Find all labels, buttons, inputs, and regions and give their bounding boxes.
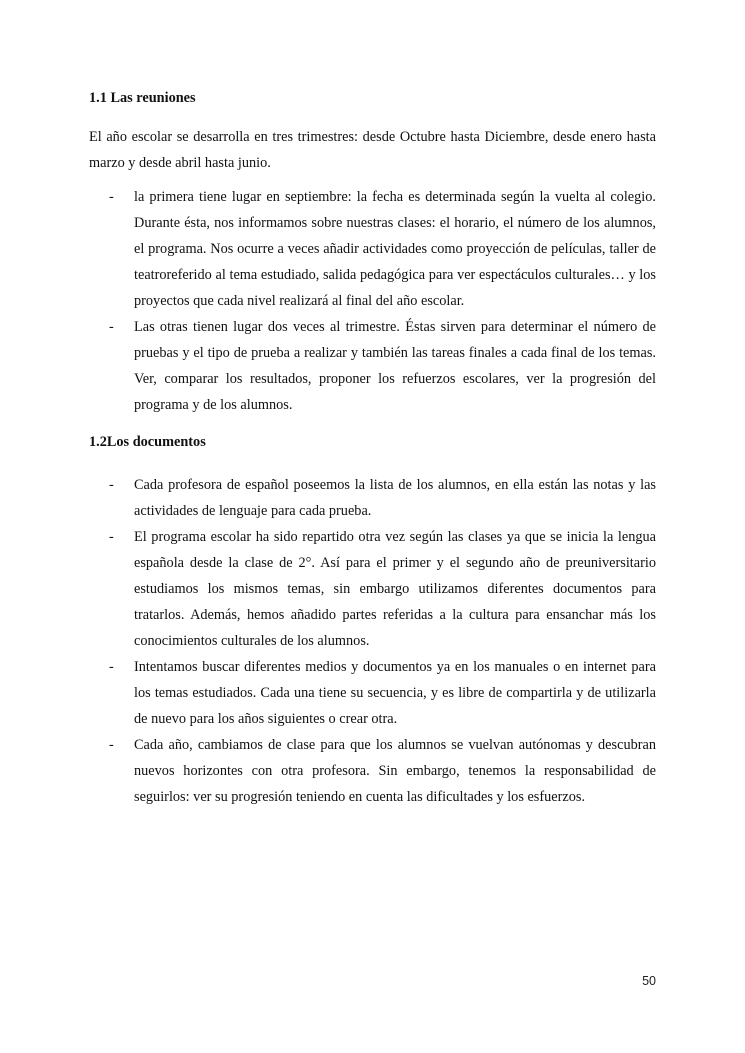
list-item-text: Las otras tienen lugar dos veces al trimestre. Éstas sirven para determinar el número de pruebas y el tipo de prueba a realizar y también las tareas finales a cada final de los temas. Ver, comparar los resultados, proponer los refuerzos escolares, ver la progresión del programa y de los alumnos. bbox=[134, 319, 656, 413]
list-item-text: la primera tiene lugar en septiembre: la fecha es determinada según la vuelta al colegio. Durante ésta, nos informamos sobre nuestras clases: el horario, el número de los alumnos, el programa. Nos ocurre a veces añadir actividades como proyección de películas, taller de teatroreferido al tema estudiado, salida pedagógica para ver espectáculos culturales… y los proyectos que cada nivel realizará al final del año escolar. bbox=[134, 189, 656, 309]
dash-bullet: - bbox=[109, 737, 114, 753]
list-item bbox=[89, 732, 656, 810]
list-item-text: Cada año, cambiamos de clase para que los alumnos se vuelvan autónomas y descubran nuevos horizontes con otra profesora. Sin embargo, tenemos la responsabilidad de seguirlos: ver su progresión teniendo en cuenta las dificultades y los esfuerzos. bbox=[134, 737, 656, 805]
list-item bbox=[89, 314, 656, 418]
list-item bbox=[89, 654, 656, 732]
section-intro-paragraph: El año escolar se desarrolla en tres trimestres: desde Octubre hasta Diciembre, desde enero hasta marzo y desde abril hasta junio. bbox=[89, 129, 656, 171]
reuniones-bullet-list bbox=[89, 184, 656, 418]
documentos-bullet-list bbox=[89, 472, 656, 810]
dash-bullet: - bbox=[109, 529, 114, 545]
list-item bbox=[89, 524, 656, 654]
dash-bullet: - bbox=[109, 659, 114, 675]
dash-bullet: - bbox=[109, 477, 114, 493]
document-page bbox=[89, 88, 656, 810]
section-heading-documentos: 1.2Los documentos bbox=[89, 434, 206, 450]
list-item-text: Intentamos buscar diferentes medios y documentos ya en los manuales o en internet para los temas estudiados. Cada una tiene su secuencia, y es libre de compartirla y de utilizarla de nuevo para los años siguientes o crear otra. bbox=[134, 659, 656, 727]
list-item-text: El programa escolar ha sido repartido otra vez según las clases ya que se inicia la lengua española desde la clase de 2°. Así para el primer y el segundo año de preuniversitario estudiamos los mismos temas, sin embargo utilizamos diferentes documentos para tratarlos. Además, hemos añadido partes referidas a la cultura para ensanchar más los conocimientos culturales de los alumnos. bbox=[134, 529, 656, 649]
list-item bbox=[89, 184, 656, 314]
dash-bullet: - bbox=[109, 189, 114, 205]
list-item bbox=[89, 472, 656, 524]
page-number: 50 bbox=[642, 974, 656, 988]
list-item-text: Cada profesora de español poseemos la lista de los alumnos, en ella están las notas y las actividades de lenguaje para cada prueba. bbox=[134, 477, 656, 519]
section-heading-reuniones: 1.1 Las reuniones bbox=[89, 90, 196, 106]
dash-bullet: - bbox=[109, 319, 114, 335]
